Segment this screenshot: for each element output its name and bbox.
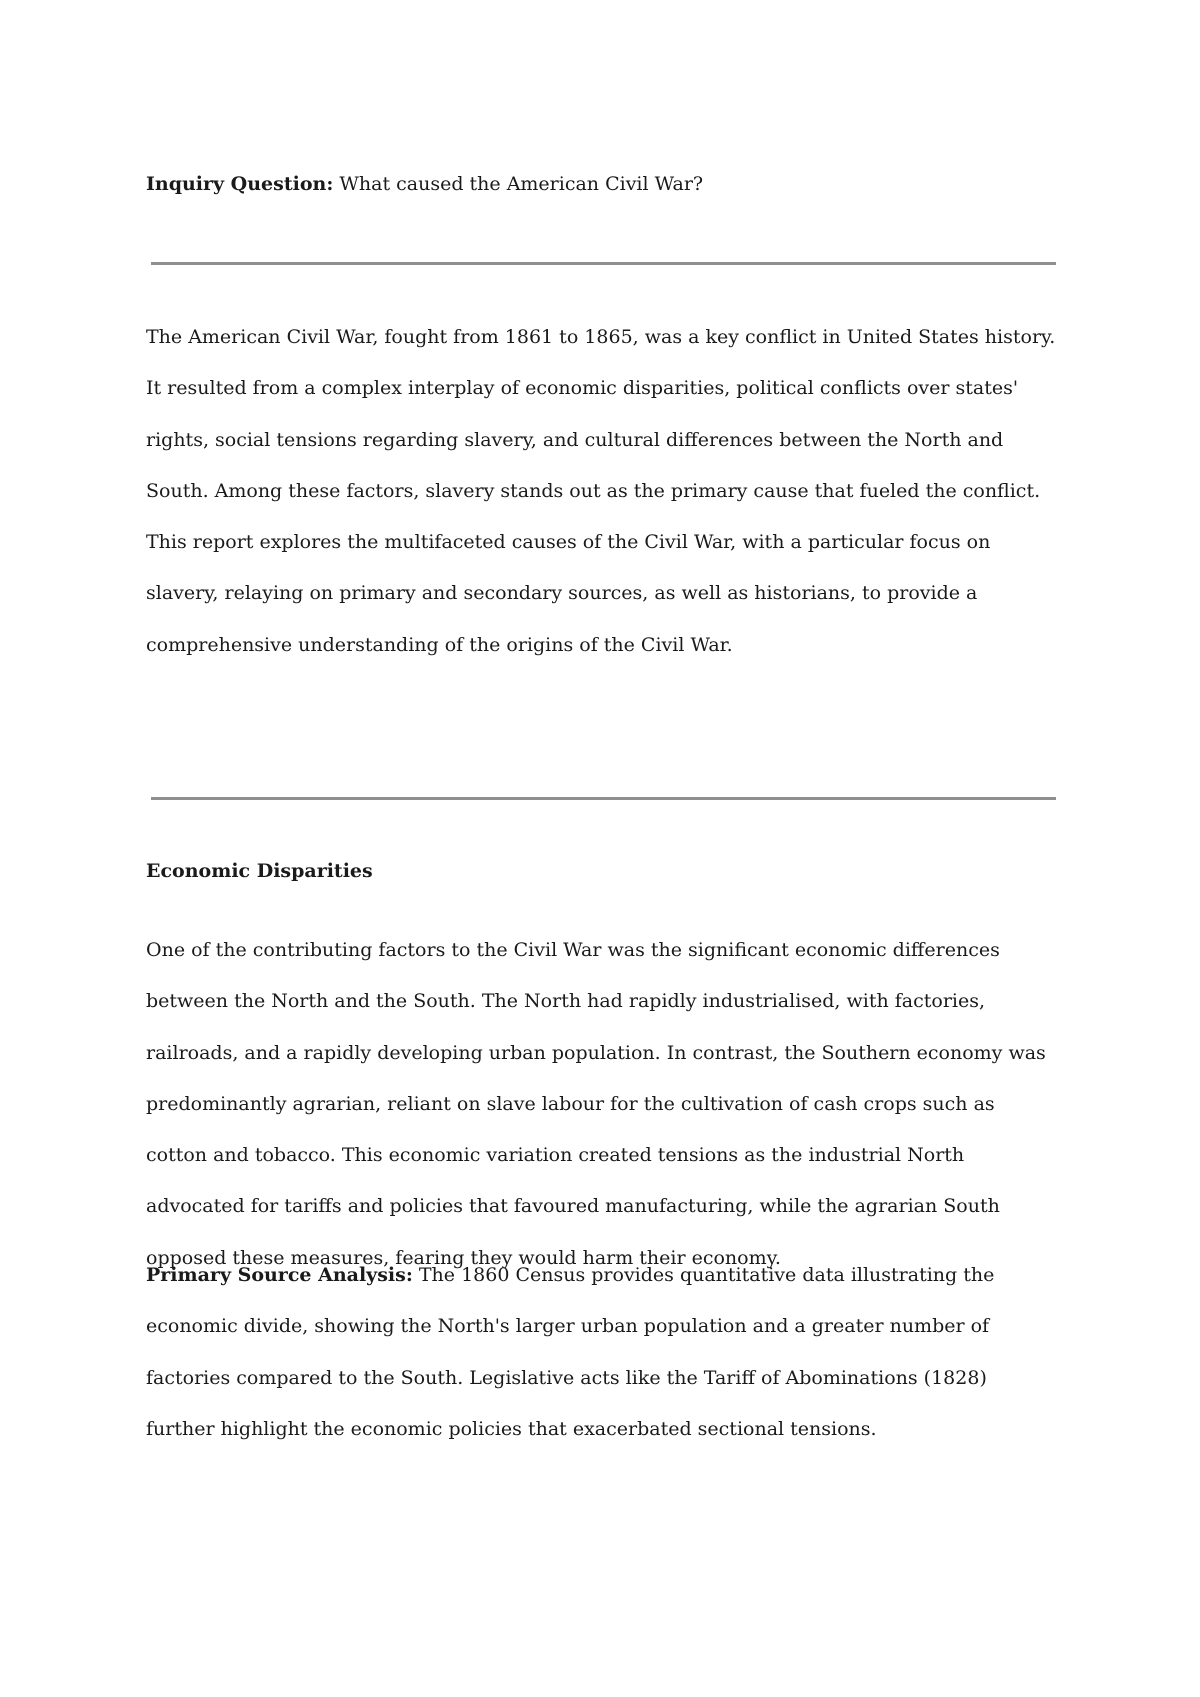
economic-paragraph: One of the contributing factors to the Civil War was the significant economic differences between the North and the South. The North had rapidly industrialised, with factories, railroads, and a rapidly developing urban population. In contrast, the Southern economy was predominantly agrarian, reliant on slave labour for the cultivation of cash crops such as cotton and tobacco. This economic variation created tensions as the industrial North advocated for tariffs and policies that favoured manufacturing, while the agrarian South opposed these measures, fearing they would harm their economy.	[146, 939, 1046, 1269]
horizontal-divider	[151, 797, 1056, 800]
primary-source-label: Primary Source Analysis:	[146, 1264, 413, 1286]
section-heading-economic: Economic Disparities	[146, 860, 373, 882]
inquiry-text: What caused the American Civil War?	[333, 173, 704, 195]
primary-source-paragraph	[146, 1250, 1061, 1455]
inquiry-question	[146, 170, 1056, 198]
primary-source-text: The 1860 Census provides quantitative data illustrating the economic divide, showing the North's larger urban population and a greater number of factories compared to the South. Legislative acts like the Tariff of Abominations (1828) further highlight the economic policies that exacerbated sectional tensions.	[146, 1264, 995, 1440]
intro-paragraph: The American Civil War, fought from 1861 to 1865, was a key conflict in United States history. It resulted from a complex interplay of economic disparities, political conflicts over states' rights, social tensions regarding slavery, and cultural differences between the North and South. Among these factors, slavery stands out as the primary cause that fueled the conflict. This report explores the multifaceted causes of the Civil War, with a particular focus on slavery, relaying on primary and secondary sources, as well as historians, to provide a comprehensive understanding of the origins of the Civil War.	[146, 326, 1056, 656]
inquiry-label: Inquiry Question:	[146, 173, 334, 195]
horizontal-divider	[151, 262, 1056, 265]
